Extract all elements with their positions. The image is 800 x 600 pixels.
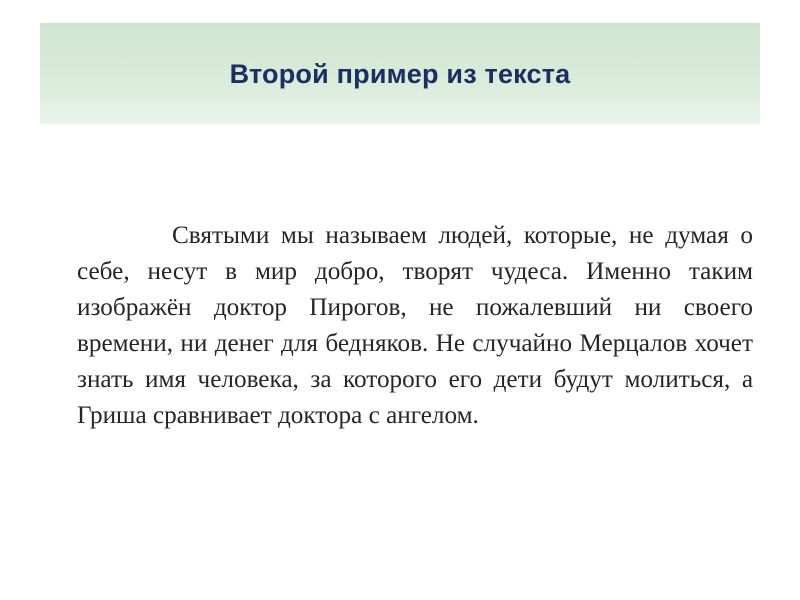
slide-body-paragraph: Святыми мы называем людей, которые, не думая о себе, несут в мир добро, творят чудеса. Именно таким изображён доктор Пирогов, не пожалевший ни своего времени, ни денег для бедняков. Не случайно Мерцалов хочет знать имя человека, за которого его дети будут молиться, а Гриша сравнивает доктора с ангелом. — [77, 222, 753, 429]
slide-title: Второй пример из текста — [229, 59, 571, 89]
title-band — [40, 23, 760, 124]
